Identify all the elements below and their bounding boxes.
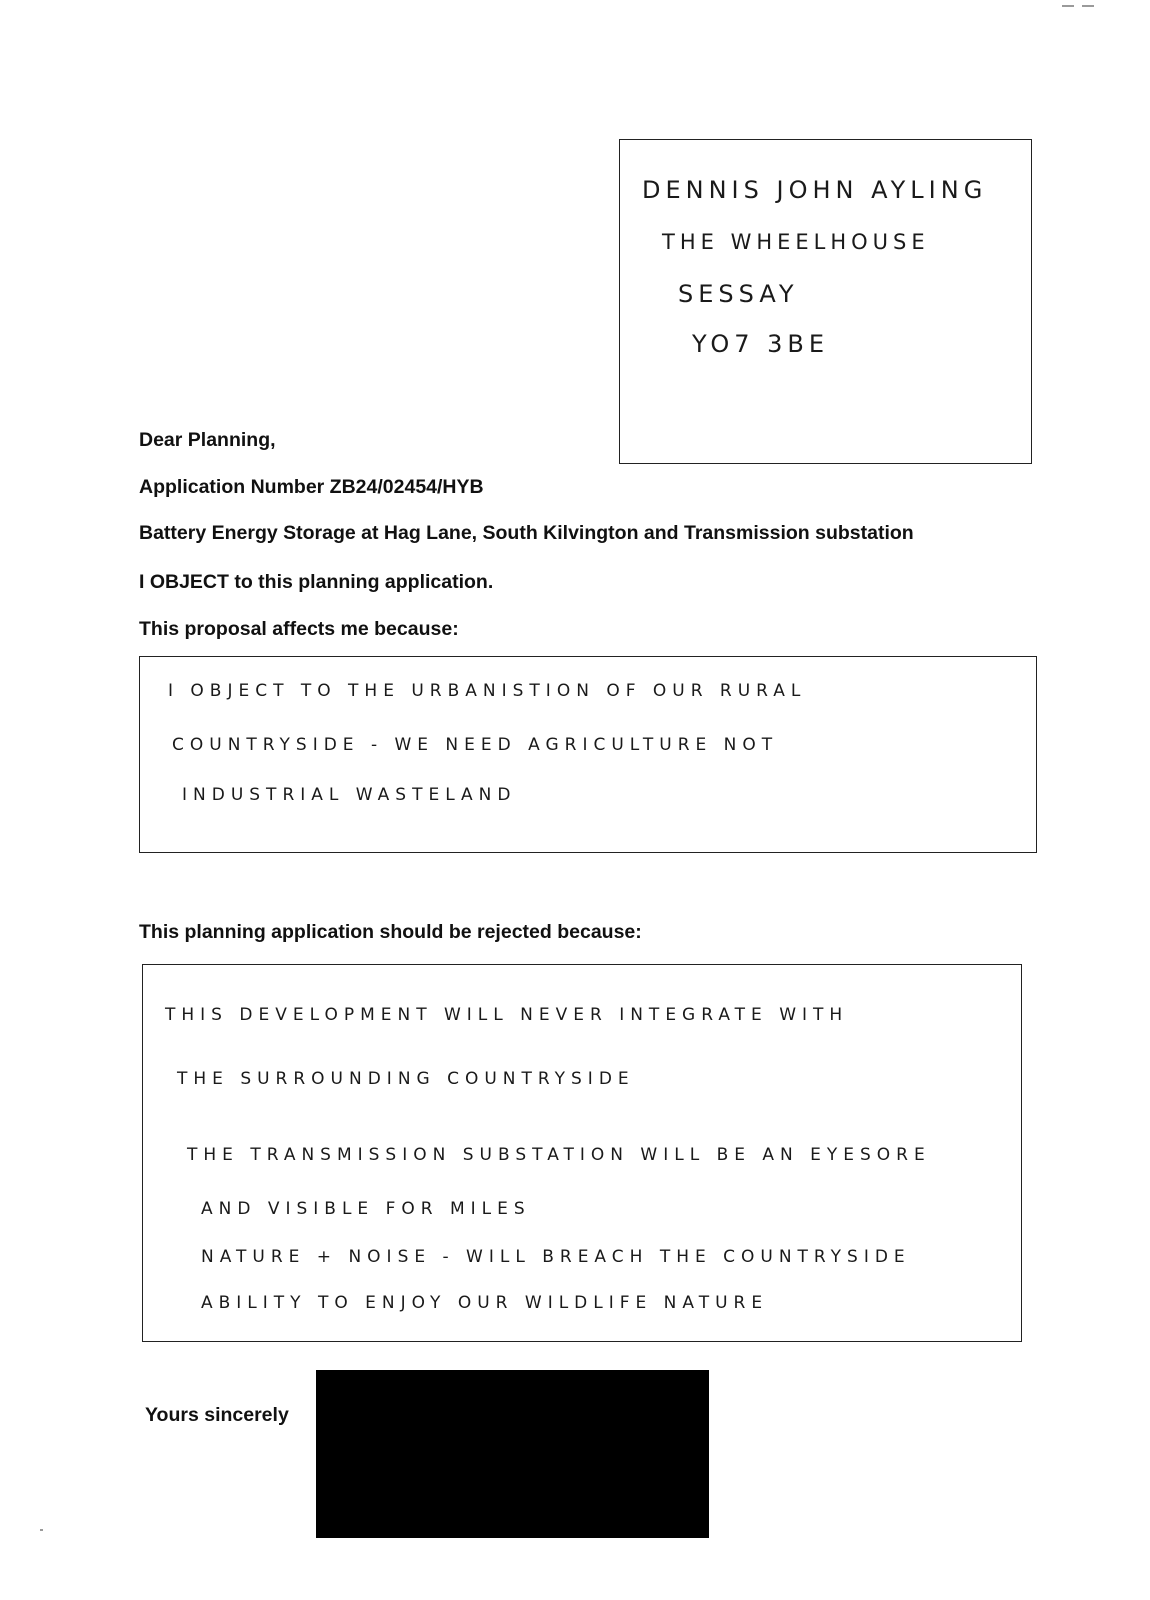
rejection-reasons-box xyxy=(142,964,1022,1342)
affects-line: I OBJECT TO THE URBANISTION OF OUR RURAL xyxy=(168,681,807,701)
sender-name: DENNIS JOHN AYLING xyxy=(642,176,988,204)
affects-response-box xyxy=(139,656,1037,853)
rejection-line: AND VISIBLE FOR MILES xyxy=(201,1199,531,1219)
salutation: Dear Planning, xyxy=(139,429,276,451)
affects-line: COUNTRYSIDE - WE NEED AGRICULTURE NOT xyxy=(172,735,779,755)
redacted-signature xyxy=(316,1370,709,1538)
application-number: Application Number ZB24/02454/HYB xyxy=(139,476,484,498)
objection-lead: I OBJECT xyxy=(139,571,229,593)
sender-house: THE WHEELHOUSE xyxy=(662,230,930,254)
affects-line: INDUSTRIAL WASTELAND xyxy=(182,785,517,805)
objection-statement xyxy=(139,571,493,594)
rejection-line: ABILITY TO ENJOY OUR WILDLIFE NATURE xyxy=(201,1293,769,1313)
proposal-description: Battery Energy Storage at Hag Lane, South Kilvington and Transmission substation xyxy=(139,522,914,544)
sender-village: SESSAY xyxy=(678,280,799,308)
sender-postcode: YO7 3BE xyxy=(692,330,830,358)
sender-address-box xyxy=(619,139,1032,464)
rejection-line: THE SURROUNDING COUNTRYSIDE xyxy=(177,1069,635,1089)
rejection-line: THE TRANSMISSION SUBSTATION WILL BE AN EYESORE xyxy=(187,1145,931,1165)
scan-edge-mark xyxy=(40,1529,43,1531)
affects-heading: This proposal affects me because: xyxy=(139,618,459,640)
rejection-line: THIS DEVELOPMENT WILL NEVER INTEGRATE WITH xyxy=(165,1005,849,1025)
closing: Yours sincerely xyxy=(145,1404,289,1426)
rejection-line: NATURE + NOISE - WILL BREACH THE COUNTRYSIDE xyxy=(201,1247,911,1267)
objection-rest: to this planning application. xyxy=(228,571,494,593)
scan-edge-mark xyxy=(1062,5,1074,7)
scan-edge-mark xyxy=(1082,5,1094,7)
rejected-heading: This planning application should be rejected because: xyxy=(139,921,642,943)
